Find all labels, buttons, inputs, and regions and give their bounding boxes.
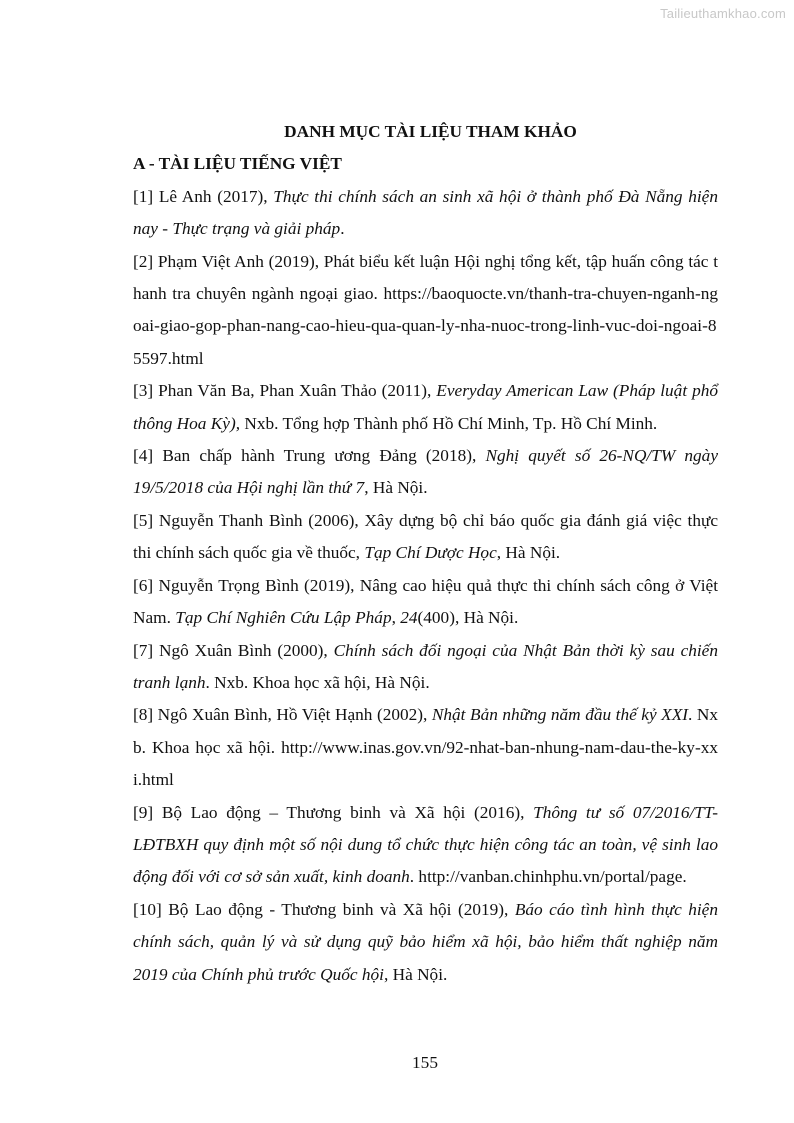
reference-item-6: [6] Nguyễn Trọng Bình (2019), Nâng cao hiệu quả thực thi chính sách công ở Việt Nam. Tạp Chí Nghiên Cứu Lập Pháp, 24(400), Hà Nội. — [133, 575, 718, 628]
section-heading: A - TÀI LIỆU TIẾNG VIỆT — [133, 154, 342, 174]
page-title: DANH MỤC TÀI LIỆU THAM KHẢO — [284, 122, 577, 141]
reference-item-2: [2] Phạm Việt Anh (2019), Phát biểu kết luận Hội nghị tổng kết, tập huấn công tác thanh tra chuyên ngành ngoại giao. https://baoquocte.vn/thanh-tra-chuyen-nganh-ngoai-giao-gop-phan-nang-cao-hieu-qua-quan-ly-nha-nuoc-trong-linh-vuc-doi-ngoai-85597.html — [133, 251, 718, 368]
reference-item-5: [5] Nguyễn Thanh Bình (2006), Xây dựng bộ chỉ báo quốc gia đánh giá việc thực thi chính sách quốc gia về thuốc, Tạp Chí Dược Học, Hà Nội. — [133, 510, 718, 563]
page-number: 155 — [412, 1053, 438, 1072]
reference-item-9: [9] Bộ Lao động – Thương binh và Xã hội (2016), Thông tư số 07/2016/TT-LĐTBXH quy định một số nội dung tổ chức thực hiện công tác an toàn, vệ sinh lao động đối với cơ sở sản xuất, kinh doanh. http://vanban.chinhphu.vn/portal/page. — [133, 802, 718, 887]
reference-item-4: [4] Ban chấp hành Trung ương Đảng (2018), Nghị quyết số 26-NQ/TW ngày 19/5/2018 của Hội nghị lần thứ 7, Hà Nội. — [133, 446, 718, 498]
reference-item-10: [10] Bộ Lao động - Thương binh và Xã hội (2019), Báo cáo tình hình thực hiện chính sách, quản lý và sử dụng quỹ bảo hiểm xã hội, bảo hiểm thất nghiệp năm 2019 của Chính phủ trước Quốc hội, Hà Nội. — [133, 899, 718, 984]
reference-item-1: [1] Lê Anh (2017), Thực thi chính sách an sinh xã hội ở thành phố Đà Nẵng hiện nay - Thực trạng và giải pháp. — [133, 186, 718, 239]
references-section — [133, 116, 718, 991]
reference-item-7: [7] Ngô Xuân Bình (2000), Chính sách đối ngoại của Nhật Bản thời kỳ sau chiến tranh lạnh. Nxb. Khoa học xã hội, Hà Nội. — [133, 640, 718, 692]
reference-item-8: [8] Ngô Xuân Bình, Hồ Việt Hạnh (2002), Nhật Bản những năm đầu thế kỷ XXI. Nxb. Khoa học xã hội. http://www.inas.gov.vn/92-nhat-ban-nhung-nam-dau-the-ky-xxi.html — [133, 705, 719, 790]
reference-item-3: [3] Phan Văn Ba, Phan Xuân Thảo (2011), Everyday American Law (Pháp luật phổ thông Hoa Kỳ), Nxb. Tổng hợp Thành phố Hồ Chí Minh, Tp. Hồ Chí Minh. — [133, 381, 718, 433]
watermark-text: Tailieuthamkhao.com — [660, 6, 786, 21]
